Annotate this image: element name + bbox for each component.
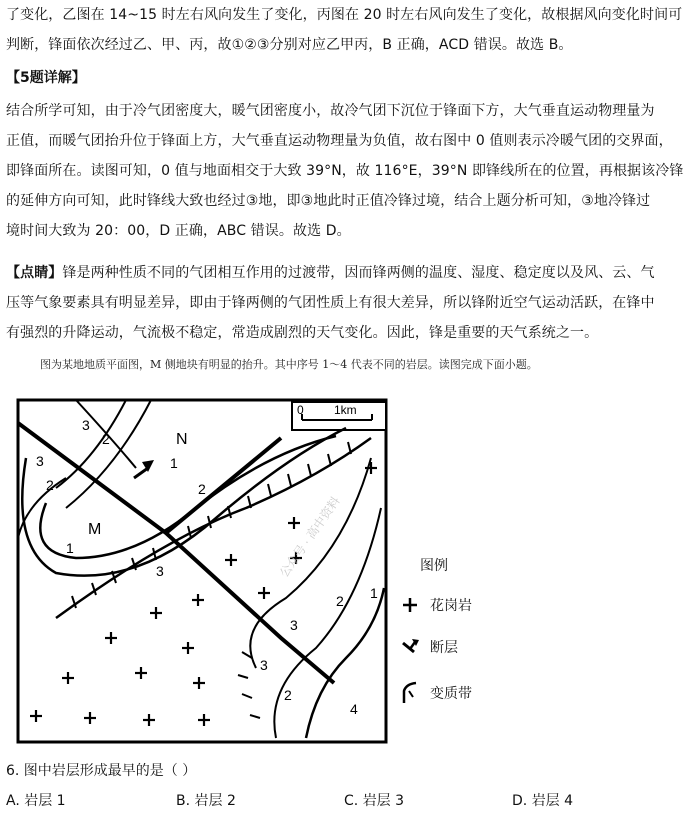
- layer-label: 2: [198, 481, 206, 497]
- explanation-line: 正值，而暖气团抬升位于锋面上方，大气垂直运动物理量为负值，故右图中 0 值则表示冷暖气团的交界面，: [6, 133, 673, 149]
- explanation-line: 判断，锋面依次经过乙、甲、丙，故①②③分别对应乙甲丙，B 正确，ACD 错误。故选 B。: [6, 37, 573, 53]
- explanation-line: 了变化，乙图在 14~15 时左右风向发生了变化，丙图在 20 时左右风向发生了变化，故根据风向变化时间可: [6, 7, 683, 23]
- layer-label: 3: [290, 617, 298, 633]
- legend-item-granite: [400, 595, 472, 615]
- layer-label: 3: [82, 417, 90, 433]
- layer-label: 2: [46, 477, 54, 493]
- layer-label: 4: [350, 701, 358, 717]
- option-a[interactable]: A. 岩层 1: [6, 793, 66, 809]
- explanation-line: 有强烈的升降运动，气流极不稳定，常造成剧烈的天气变化。因此，锋是重要的天气系统之一。: [6, 325, 599, 341]
- scale-km: 1km: [334, 403, 357, 417]
- tip-label: 【点睛】: [6, 265, 63, 281]
- explanation-line: 即锋面所在。读图可知，0 值与地面相交于大致 39°N，故 116°E，39°N 即锋线所在的位置，再根据该冷锋: [6, 163, 684, 179]
- layer-label: 1: [66, 540, 74, 556]
- explanation-line: 压等气象要素具有明显差异，即由于锋两侧的气团性质上有很大差异，所以锋附近空气运动活跃，在锋中: [6, 295, 655, 311]
- plus-icon: [400, 595, 420, 615]
- layer-label: 1: [370, 585, 378, 601]
- fault-arrow-icon: [400, 637, 420, 657]
- tip-text: 锋是两种性质不同的气团相互作用的过渡带，因而锋两侧的温度、湿度、稳定度以及风、云、气: [62, 265, 655, 281]
- metamorphic-belt-icon: [400, 681, 420, 705]
- legend-label: 变质带: [430, 686, 472, 702]
- legend: [400, 555, 530, 725]
- layer-label: 2: [102, 431, 110, 447]
- layer-label: 3: [156, 563, 164, 579]
- option-c[interactable]: C. 岩层 3: [344, 793, 405, 809]
- geologic-map: [16, 398, 388, 744]
- legend-title: 图例: [420, 558, 448, 574]
- watermark: 公众号 · 高中资料: [276, 494, 343, 580]
- section-heading-q5: 【5题详解】: [6, 70, 86, 86]
- tip-paragraph-line1: [6, 258, 686, 288]
- layer-label: 2: [336, 593, 344, 609]
- option-b[interactable]: B. 岩层 2: [176, 793, 236, 809]
- legend-item-fault: [400, 637, 458, 657]
- label-M: M: [88, 521, 102, 538]
- explanation-line: 的延伸方向可知，此时锋线大致也经过③地，即③地此时正值冷锋过境，结合上题分析可知，③地冷锋过: [6, 193, 651, 209]
- legend-label: 花岗岩: [430, 598, 472, 614]
- scale-zero: 0: [297, 403, 304, 417]
- legend-label: 断层: [430, 640, 458, 656]
- figure-intro: 图为某地地质平面图，M 侧地块有明显的抬升。其中序号 1～4 代表不同的岩层。读图完成下面小题。: [40, 358, 538, 371]
- question-6: 6. 图中岩层形成最早的是（ ）: [6, 763, 197, 779]
- explanation-line: 结合所学可知，由于冷气团密度大，暖气团密度小，故冷气团下沉位于锋面下方，大气垂直运动物理量为: [6, 103, 655, 119]
- explanation-line: 境时间大致为 20：00，D 正确，ABC 错误。故选 D。: [6, 223, 351, 239]
- layer-label: 1: [170, 455, 178, 471]
- option-d[interactable]: D. 岩层 4: [512, 793, 574, 809]
- legend-item-metamorphic: [400, 681, 472, 705]
- layer-label: 2: [284, 687, 292, 703]
- label-N: N: [176, 431, 188, 448]
- layer-label: 3: [260, 657, 268, 673]
- layer-label: 3: [36, 453, 44, 469]
